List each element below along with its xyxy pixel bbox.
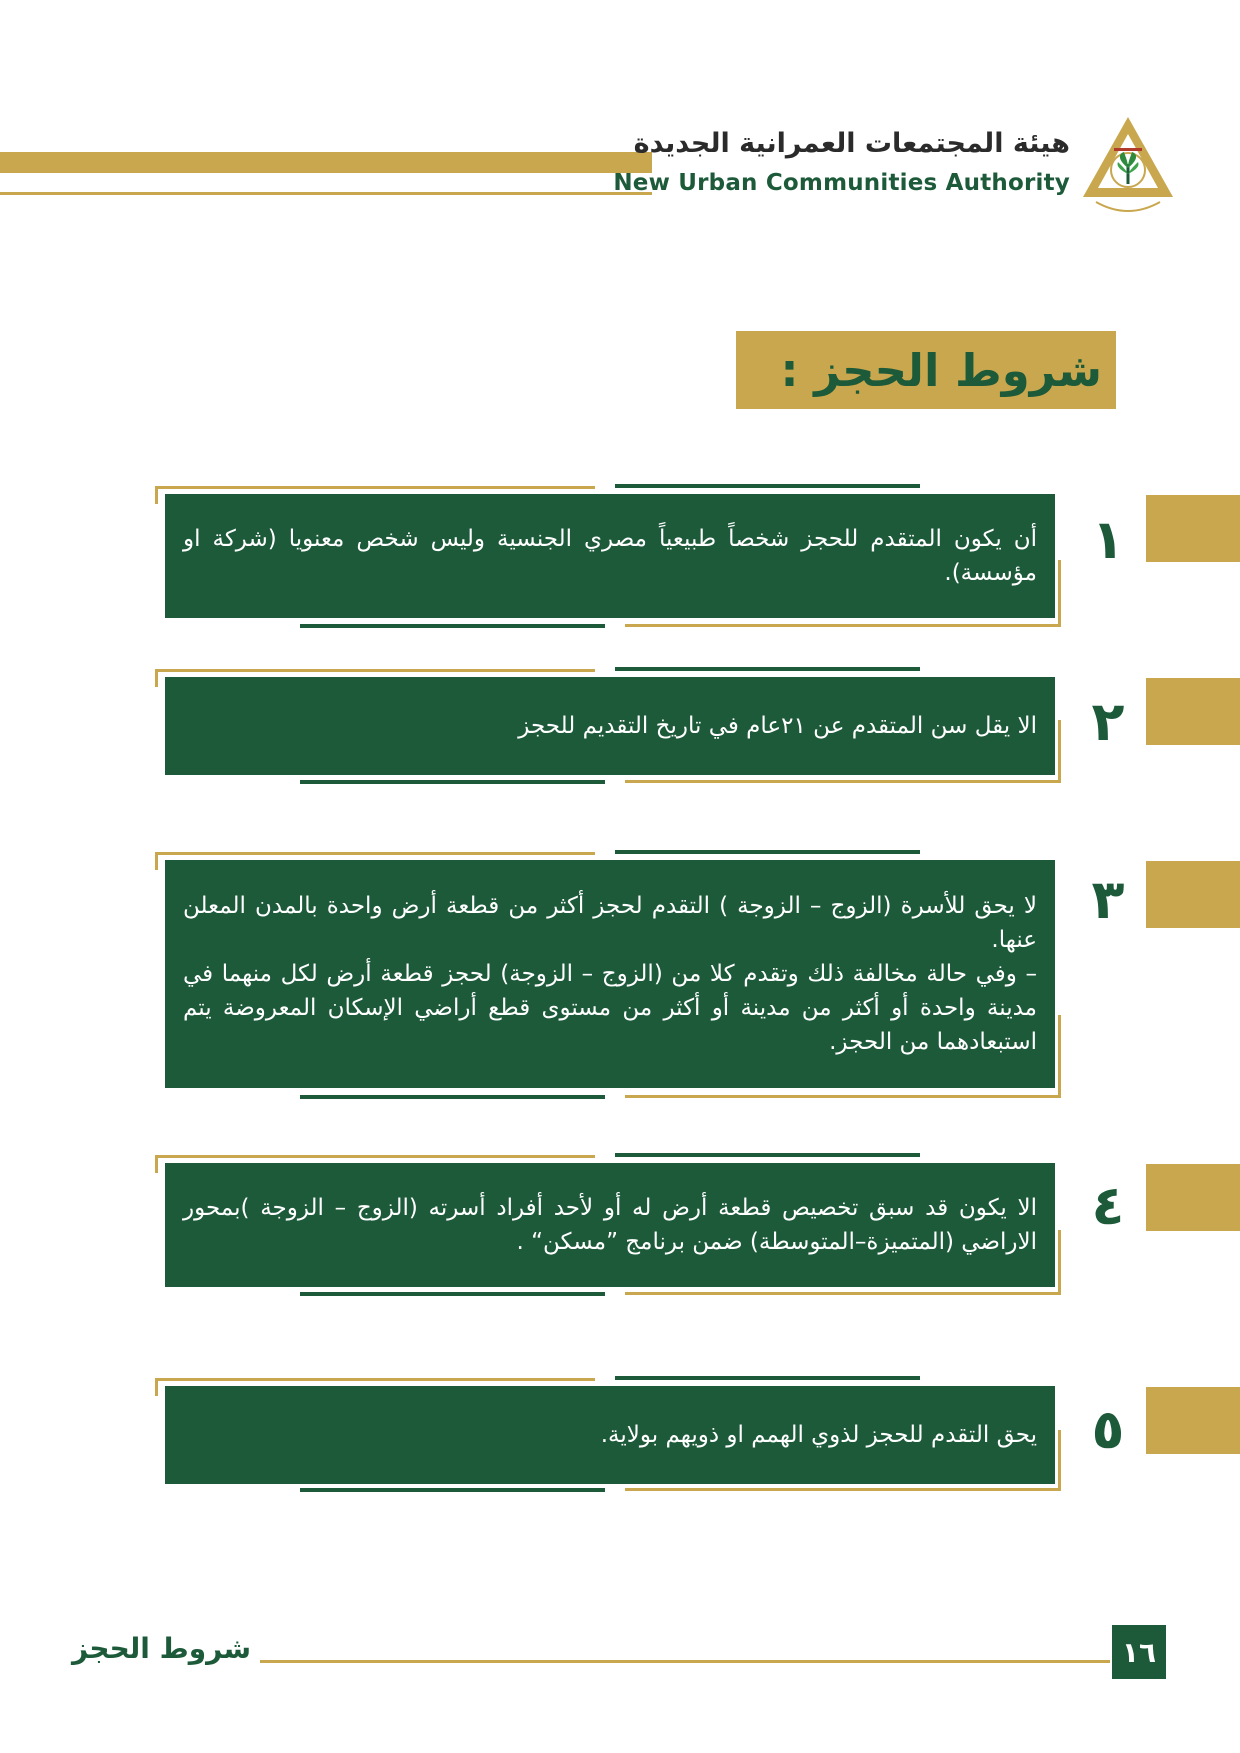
org-name-english: New Urban Communities Authority [613,170,1070,196]
item-1-box [165,494,1055,618]
item-1-frame-corner [155,486,158,504]
item-3-frame-corner [155,852,158,870]
item-3-box [165,860,1055,1088]
item-4-frame-corner [155,1155,158,1173]
item-4-green-line-top [615,1153,920,1157]
item-1-frame-side [1058,560,1061,626]
tree-triangle-logo-icon [1078,112,1178,222]
item-3-number: ٣ [1091,868,1125,931]
item-5-frame-bottom [625,1488,1061,1491]
item-3-green-line-bottom [300,1095,605,1099]
item-5-text: يحق التقدم للحجز لذوي الهمم او ذويهم بولاية. [600,1422,1037,1448]
item-4-green-line-bottom [300,1292,605,1296]
item-1-number: ١ [1091,508,1125,571]
section-title-box [736,331,1116,409]
footer-title: شروط الحجز [72,1632,252,1665]
item-2-frame-bottom [625,780,1061,783]
item-2-green-line-top [615,667,920,671]
section-title: شروط الحجز : [780,343,1102,397]
item-4-number: ٤ [1091,1174,1125,1237]
item-1-text: أن يكون المتقدم للحجز شخصاً طبيعياً مصري الجنسية وليس شخص معنويا (شركة او مؤسسة). [183,526,1037,586]
item-1-green-line-top [615,484,920,488]
item-2-number: ٢ [1091,690,1125,753]
item-2-text: الا يقل سن المتقدم عن ٢١عام في تاريخ التقديم للحجز [518,713,1037,739]
item-3-number-tab [1146,861,1240,928]
item-1-frame-top [155,486,595,489]
item-5-frame-top [155,1378,595,1381]
item-2-green-line-bottom [300,780,605,784]
org-name-arabic: هيئة المجتمعات العمرانية الجديدة [633,128,1070,159]
item-4-frame-side [1058,1230,1061,1294]
item-2-frame-side [1058,720,1061,782]
item-3-text-2: – وفي حالة مخالفة ذلك وتقدم كلا من (الزوج – الزوجة) لحجز قطعة أرض لكل منهما في مدينة واحدة أو أكثر من مدينة أو أكثر من مستوى قطع أراضي الإسكان المعروضة يتم استبعادهما من الحجز. [183,961,1037,1055]
item-5-green-line-bottom [300,1488,605,1492]
header-gold-bar [0,152,652,173]
item-5-frame-side [1058,1430,1061,1490]
item-1-green-line-bottom [300,624,605,628]
item-3-frame-bottom [625,1095,1061,1098]
item-2-box [165,677,1055,775]
item-3-text-1: لا يحق للأسرة (الزوج – الزوجة ) التقدم لحجز أكثر من قطعة أرض واحدة بالمدن المعلن عنها. [183,893,1037,953]
item-5-number-tab [1146,1387,1240,1454]
item-2-frame-corner [155,669,158,687]
item-5-green-line-top [615,1376,920,1380]
header-thin-line [0,192,652,195]
item-2-frame-top [155,669,595,672]
item-4-number-tab [1146,1164,1240,1231]
item-3-frame-side [1058,1015,1061,1097]
item-4-text: الا يكون قد سبق تخصيص قطعة أرض له أو لأحد أفراد أسرته (الزوج – الزوجة )بمحور الاراضي (المتميزة–المتوسطة) ضمن برنامج ”مسكن“ . [183,1195,1037,1255]
page-number: ١٦ [1112,1625,1166,1679]
item-5-frame-corner [155,1378,158,1396]
item-1-frame-bottom [625,624,1061,627]
item-4-box [165,1163,1055,1287]
item-3-frame-top [155,852,595,855]
item-3-green-line-top [615,850,920,854]
item-5-number: ٥ [1091,1398,1125,1461]
item-5-box [165,1386,1055,1484]
item-4-frame-top [155,1155,595,1158]
item-2-number-tab [1146,678,1240,745]
item-4-frame-bottom [625,1292,1061,1295]
footer-line [260,1660,1110,1663]
item-1-number-tab [1146,495,1240,562]
